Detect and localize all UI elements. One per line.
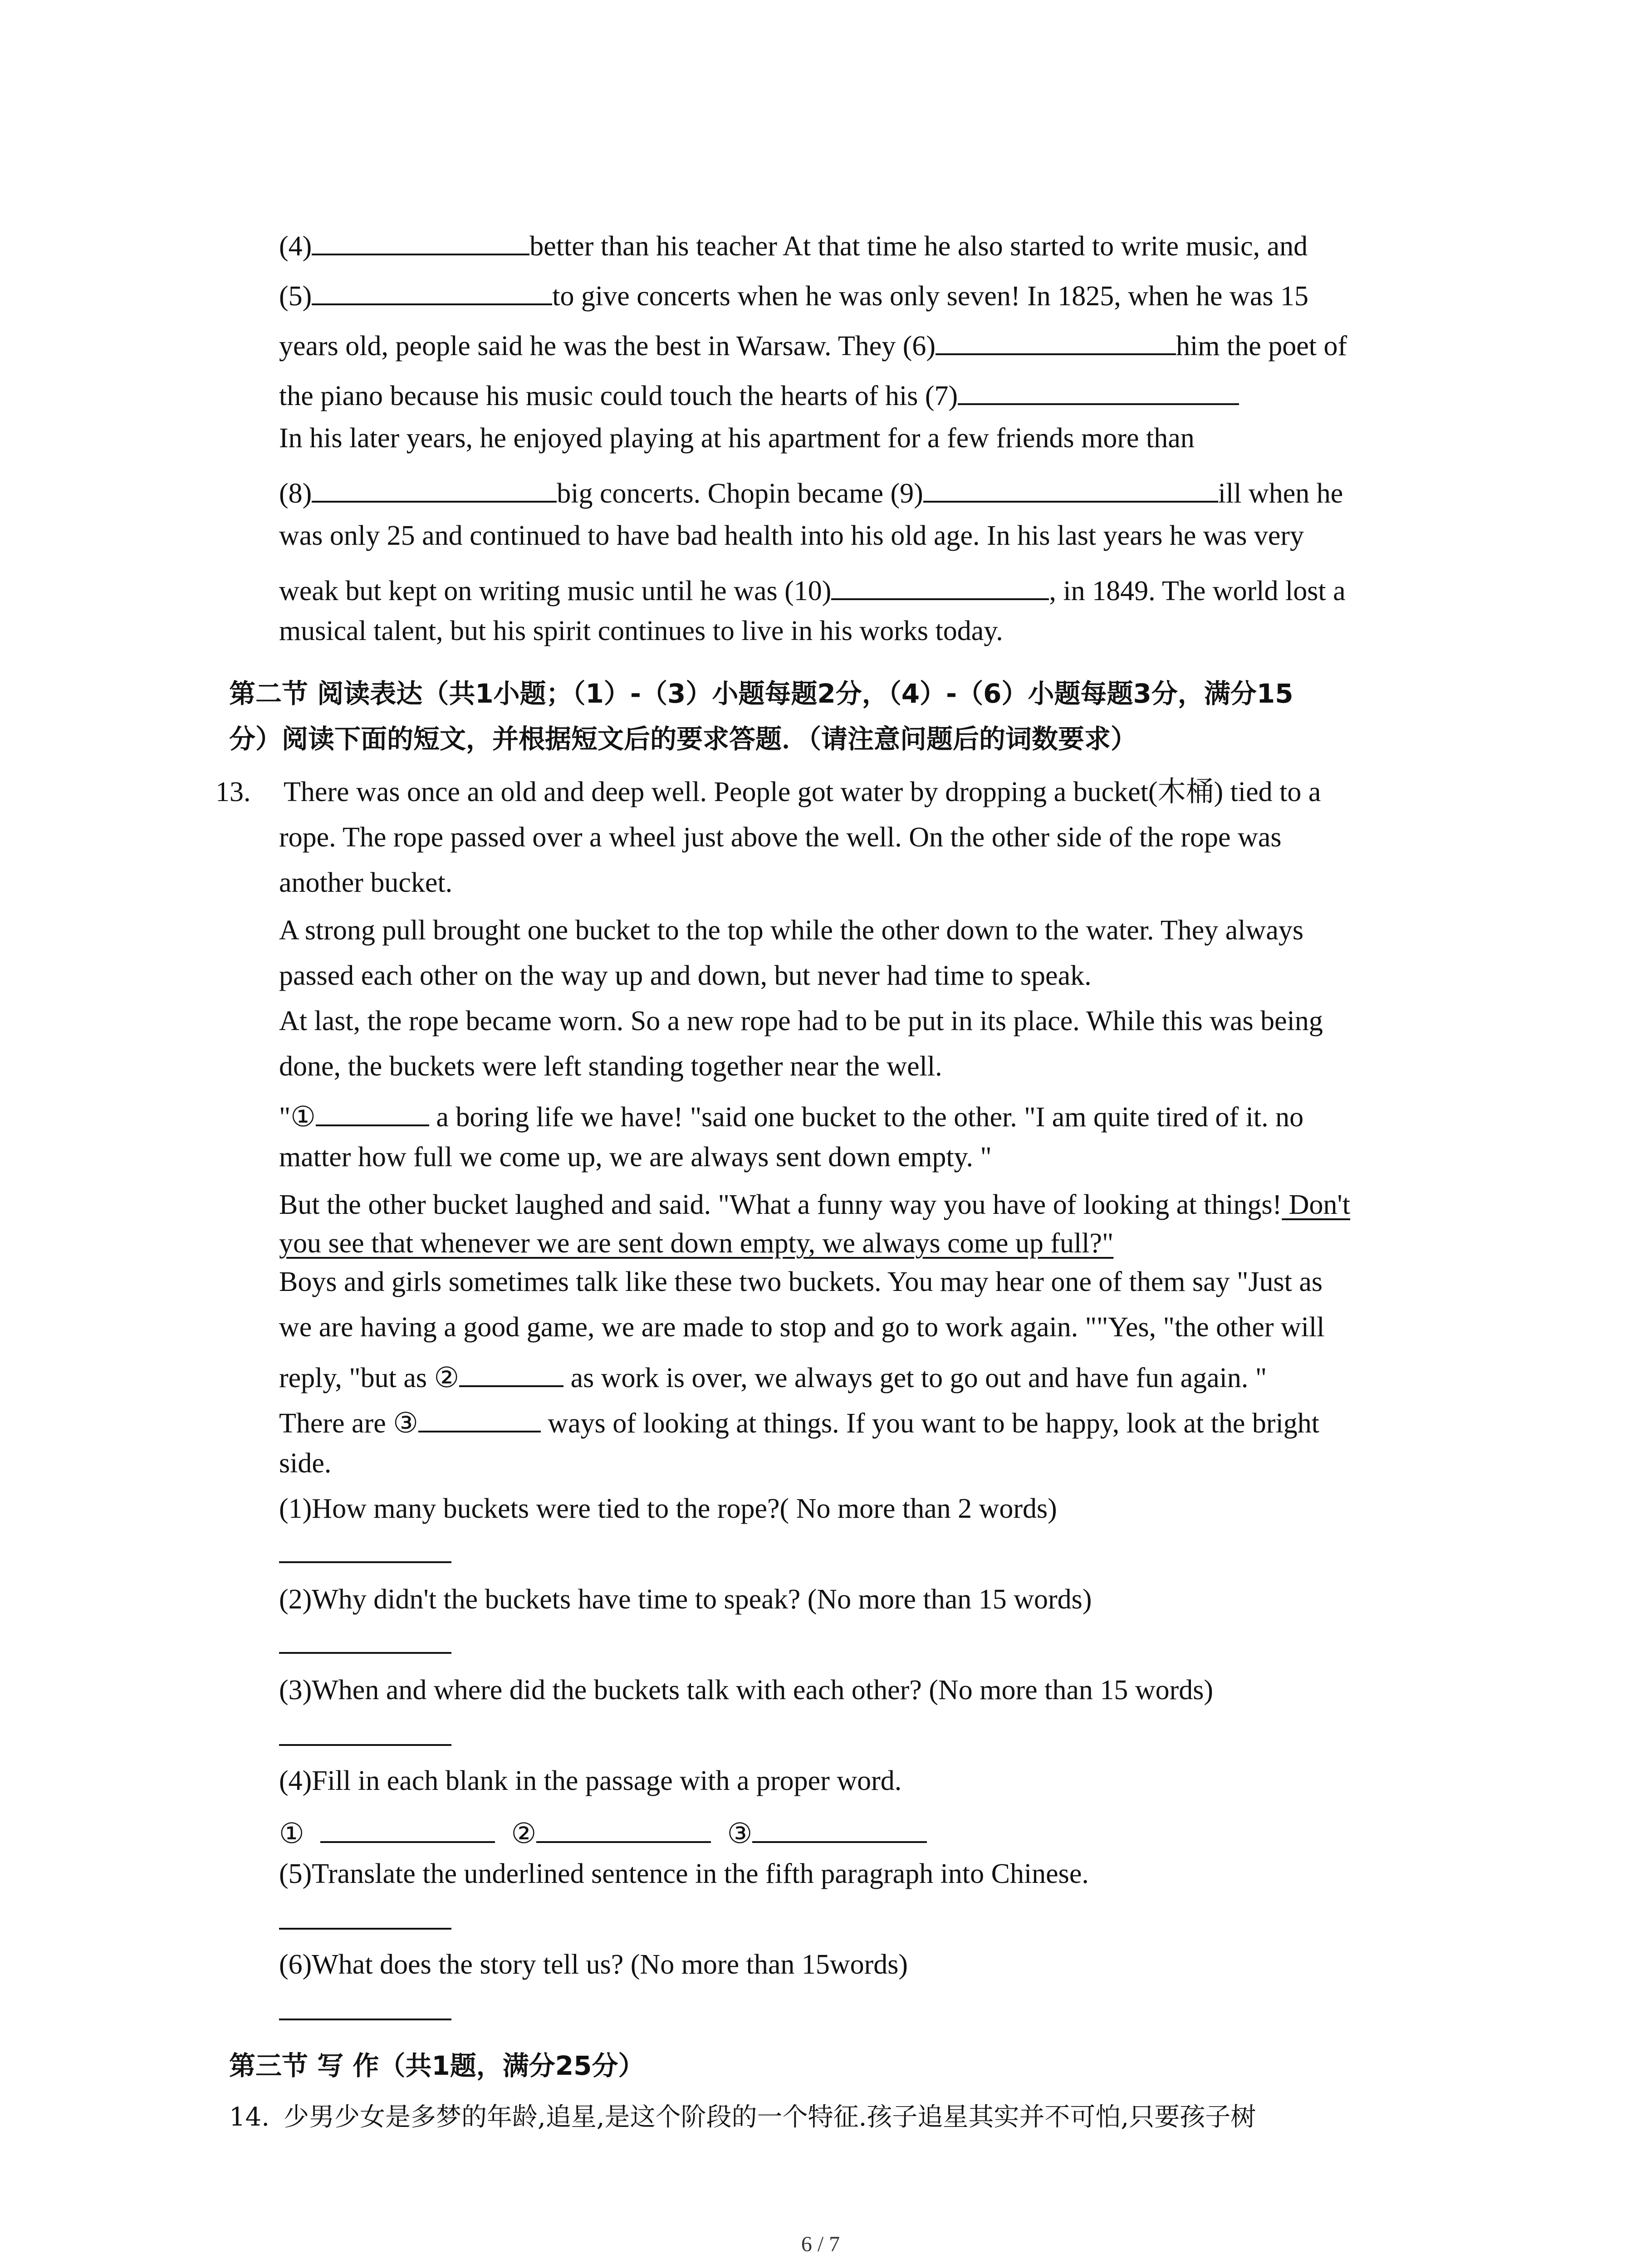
answer-blank[interactable]: [923, 474, 1218, 503]
passage-line: [279, 227, 1308, 260]
answer-blank[interactable]: [418, 1404, 541, 1432]
sub-question: (5)Translate the underlined sentence in the fifth paragraph into Chinese.: [279, 1858, 1089, 1889]
passage-line: At last, the rope became worn. So a new rope had to be put in its place. While this was being: [279, 1006, 1323, 1036]
passage-text: ways of looking at things. If you want to be happy, look at the bright: [540, 1408, 1320, 1439]
passage-line: [279, 376, 1239, 410]
answer-blank[interactable]: [536, 1814, 711, 1843]
passage-text: big concerts. Chopin became (9): [557, 478, 923, 509]
sub-question: (3)When and where did the buckets talk with each other? (No more than 15 words): [279, 1675, 1214, 1706]
passage-text: him the poet of: [1176, 330, 1347, 362]
passage-text: the piano because his music could touch the hearts of his (7): [279, 380, 958, 411]
sub-question: (6)What does the story tell us? (No more than 15words): [279, 1949, 908, 1980]
sub-question: (1)How many buckets were tied to the rope?( No more than 2 words): [279, 1493, 1057, 1524]
answer-blank[interactable]: [312, 227, 529, 255]
passage-line: [279, 277, 1308, 310]
underlined-sentence: Don't: [1282, 1189, 1350, 1220]
passage-line: side.: [279, 1448, 332, 1479]
circle-number: ①: [279, 1818, 304, 1849]
answer-blank[interactable]: [958, 376, 1239, 405]
passage-text: There are ③: [279, 1408, 418, 1439]
passage-line: A strong pull brought one bucket to the top while the other down to the water. They always: [279, 915, 1303, 946]
passage-text: weak but kept on writing music until he was (10): [279, 575, 832, 606]
answer-line[interactable]: [279, 1928, 451, 1930]
passage-text: as work is over, we always get to go out and have fun again. ": [563, 1362, 1267, 1393]
passage-line: done, the buckets were left standing together near the well.: [279, 1051, 942, 1082]
circle-number: ②: [511, 1818, 537, 1849]
passage-line: [279, 474, 1343, 508]
underlined-sentence: you see that whenever we are sent down empty, we always come up full?": [279, 1228, 1114, 1259]
answer-blank[interactable]: [752, 1814, 927, 1843]
passage-line: In his later years, he enjoyed playing at his apartment for a few friends more than: [279, 423, 1195, 454]
question-number: 13.: [216, 777, 251, 807]
answer-blank[interactable]: [320, 1814, 495, 1843]
answer-blank[interactable]: [831, 572, 1049, 600]
passage-line: [279, 1191, 1350, 1219]
passage-text: , in 1849. The world lost a: [1049, 575, 1346, 606]
passage-line: There was once an old and deep well. People got water by dropping a bucket(木桶) tied to a: [284, 777, 1321, 807]
passage-line: [279, 1404, 1319, 1437]
question-text: 少男少女是多梦的年龄,追星,是这个阶段的一个特征.孩子追星其实并不可怕,只要孩子树: [284, 2102, 1256, 2132]
passage-line: musical talent, but his spirit continues to live in his works today.: [279, 616, 1003, 646]
answer-blank[interactable]: [936, 327, 1176, 355]
passage-text: a boring life we have! "said one bucket to the other. "I am quite tired of it. no: [429, 1101, 1304, 1133]
section-heading: 分）阅读下面的短文，并根据短文后的要求答题．（请注意问题后的词数要求）: [229, 723, 1137, 754]
passage-line: [279, 1359, 1267, 1392]
blank-number: (4): [279, 230, 312, 262]
passage-text: "①: [279, 1101, 316, 1133]
question-number: 14.: [229, 2102, 270, 2132]
passage-line: we are having a good game, we are made to stop and go to work again. ""Yes, "the other will: [279, 1312, 1325, 1343]
passage-line: matter how full we come up, we are always sent down empty. ": [279, 1142, 992, 1173]
answer-blank[interactable]: [459, 1359, 563, 1387]
passage-line: rope. The rope passed over a wheel just above the well. On the other side of the rope was: [279, 822, 1282, 853]
answer-blank[interactable]: [312, 277, 552, 305]
answer-line[interactable]: [279, 1561, 451, 1563]
circle-number: ③: [727, 1818, 753, 1849]
section-heading: 第二节 阅读表达（共1小题；（1）-（3）小题每题2分，（4）-（6）小题每题3分，满分15: [229, 678, 1293, 709]
section-heading: 第三节 写 作（共1题，满分25分）: [229, 2050, 645, 2081]
passage-line: passed each other on the way up and down, but never had time to speak.: [279, 960, 1092, 991]
sub-question: (2)Why didn't the buckets have time to speak? (No more than 15 words): [279, 1584, 1092, 1615]
passage-text: years old, people said he was the best in Warsaw. They (6): [279, 330, 936, 362]
passage-line: [279, 1098, 1303, 1131]
passage-line: [279, 327, 1347, 360]
passage-text: ill when he: [1218, 478, 1343, 509]
passage-line: another bucket.: [279, 867, 453, 898]
page-number: 6 / 7: [801, 2232, 840, 2256]
passage-text: But the other bucket laughed and said. "What a funny way you have of looking at things!: [279, 1189, 1282, 1220]
answer-line[interactable]: [279, 1652, 451, 1654]
answer-line[interactable]: [279, 2019, 451, 2020]
answer-blank[interactable]: [312, 474, 557, 503]
passage-text: reply, "but as ②: [279, 1362, 460, 1393]
passage-line: [279, 572, 1346, 605]
blank-number: (8): [279, 478, 312, 509]
passage-line: Boys and girls sometimes talk like these two buckets. You may hear one of them say "Just as: [279, 1266, 1323, 1297]
sub-question: (4)Fill in each blank in the passage with a proper word.: [279, 1765, 902, 1796]
fill-in-row: [279, 1814, 927, 1848]
answer-blank[interactable]: [316, 1098, 429, 1126]
answer-line[interactable]: [279, 1744, 451, 1746]
blank-number: (5): [279, 280, 312, 312]
passage-text: better than his teacher At that time he also started to write music, and: [529, 230, 1308, 262]
passage-text: to give concerts when he was only seven! In 1825, when he was 15: [552, 280, 1308, 312]
passage-line: was only 25 and continued to have bad health into his old age. In his last years he was very: [279, 520, 1304, 551]
